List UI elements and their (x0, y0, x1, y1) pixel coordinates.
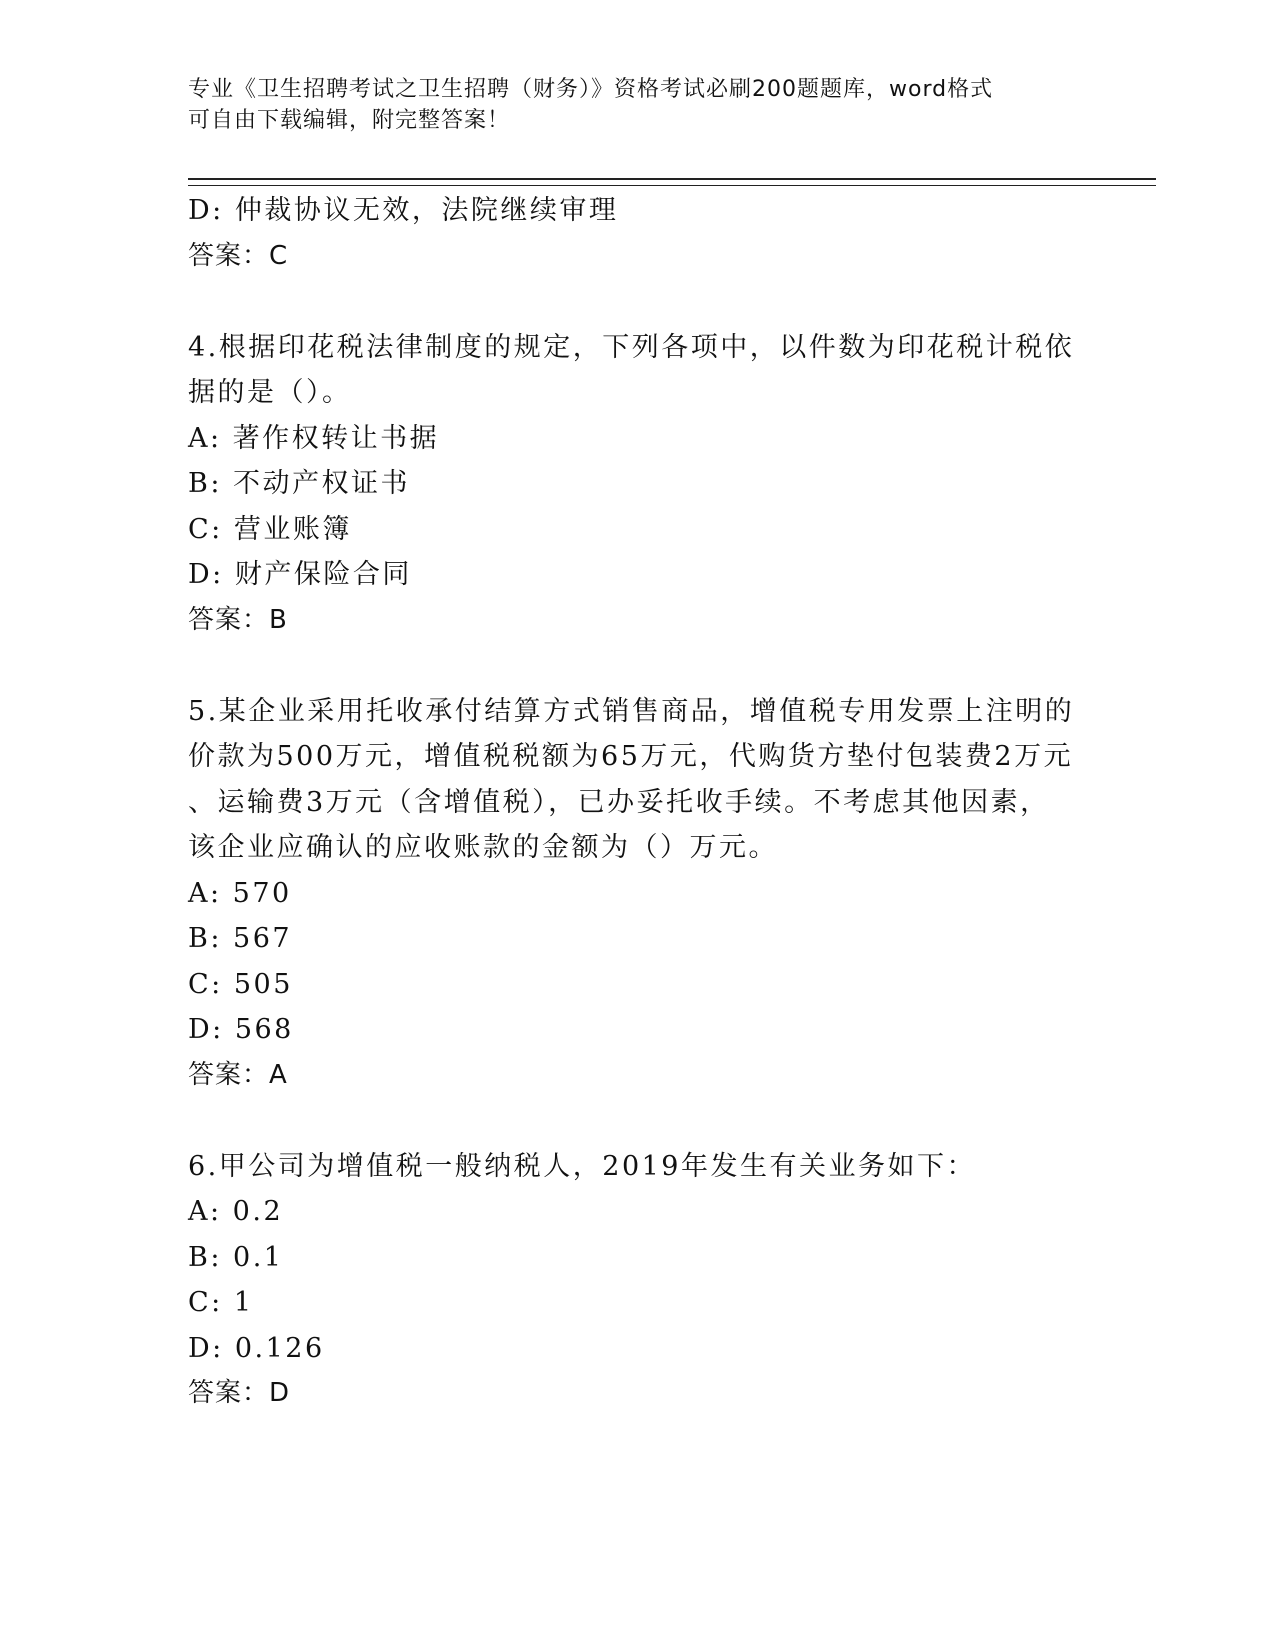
question-stem: 5.某企业采用托收承付结算方式销售商品，增值税专用发票上注明的 价款为500万元，增值税税额为65万元，代购货方垫付包装费2万元 、运输费3万元（含增值税），已办妥托收手续。不考虑其他因素， 该企业应确认的应收账款的金额为（）万元。 (188, 695, 1075, 863)
option-d: D: 0.126 (188, 1332, 325, 1364)
header-line-1: 专业《卫生招聘考试之卫生招聘（财务）》资格考试必刷200题题库，word格式 (188, 77, 994, 102)
spacer (188, 279, 1088, 325)
option-d: D: 568 (188, 1014, 294, 1045)
question-block (188, 689, 1088, 1099)
question-block (188, 325, 1088, 644)
question-stem: 4.根据印花税法律制度的规定，下列各项中，以件数为印花税计税依 据的是（）。 (188, 331, 1075, 408)
option-a: A: 著作权转让书据 (188, 422, 440, 454)
spacer (188, 1098, 1088, 1144)
header-divider (188, 178, 1156, 186)
option-a: A: 0.2 (188, 1196, 284, 1227)
spacer (188, 643, 1088, 689)
document-header (188, 74, 1088, 136)
option-b: B: 0.1 (188, 1241, 284, 1273)
option-c: C: 1 (188, 1287, 254, 1318)
question-stem: 6.甲公司为增值税一般纳税人，2019年发生有关业务如下： (188, 1150, 976, 1182)
answer-line: 答案：D (188, 1378, 291, 1408)
option-b: B: 不动产权证书 (188, 468, 411, 499)
document-body (188, 188, 1088, 1417)
option-d: D: 财产保险合同 (188, 559, 412, 590)
answer-line: 答案：C (188, 240, 289, 271)
option-b: B: 567 (188, 923, 293, 954)
answer-line: 答案：B (188, 604, 288, 635)
option-a: A: 570 (188, 877, 292, 909)
question-block (188, 1144, 1088, 1417)
answer-line: 答案：A (188, 1059, 288, 1090)
option-c: C: 营业账簿 (188, 513, 352, 545)
option-c: C: 505 (188, 968, 293, 1000)
option-d: D: 仲裁协议无效，法院继续审理 (188, 195, 619, 226)
header-line-2: 可自由下载编辑，附完整答案！ (188, 108, 511, 133)
